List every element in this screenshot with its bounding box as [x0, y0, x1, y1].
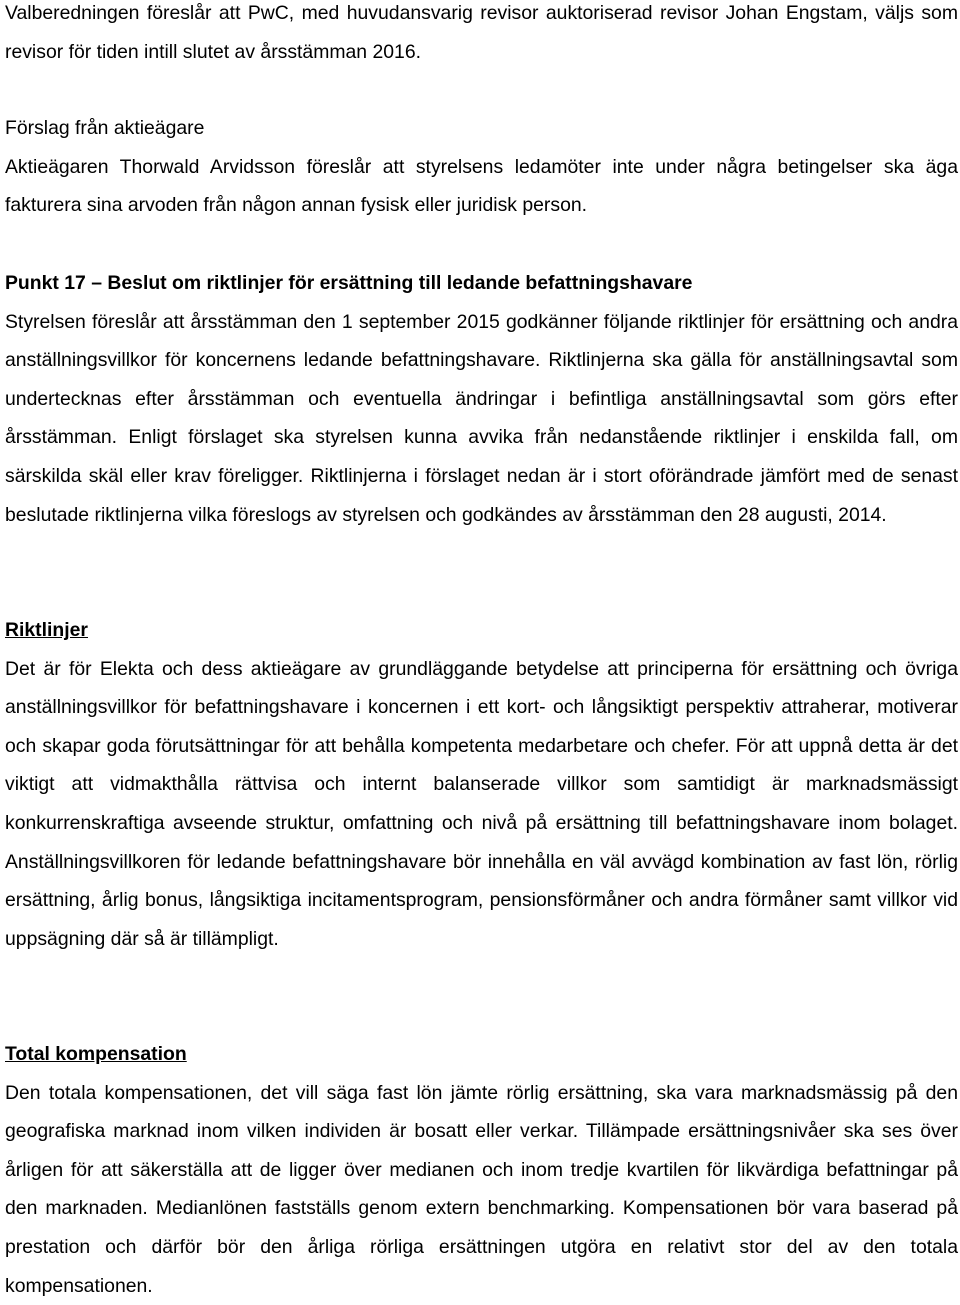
valberedning-paragraph: Valberedningen föreslår att PwC, med huvudansvarig revisor auktoriserad revisor Johan Engstam, väljs som revisor för tiden intill slutet av årsstämman 2016. [5, 2, 958, 63]
total-heading-line [5, 1035, 958, 1074]
aktieagare-heading: Förslag från aktieägare [5, 117, 205, 139]
punkt17-heading: Punkt 17 – Beslut om riktlinjer för ersättning till ledande befattningshavare [5, 272, 693, 294]
total-paragraph: Den totala kompensationen, det vill säga fast lön jämte rörlig ersättning, ska vara marknadsmässig på den geografiska marknad inom vilken individen är bosatt eller verkar. Tillämpade ersättningsnivåer ska ses över årligen för att säkerställa att de ligger över medianen och inom tredje kvartilen för likvärdiga befattningar på den marknaden. Medianlönen fastställs genom extern benchmarking. Kompensationen bör vara baserad på prestation och därför bör den årliga rörliga ersättningen utgöra en relativt stor del av den totala kompensationen. [5, 1081, 958, 1297]
aktieagare-section [5, 109, 958, 225]
punkt17-paragraph: Styrelsen föreslår att årsstämman den 1 september 2015 godkänner följande riktlinjer för ersättning och andra anställningsvillkor för koncernens ledande befattningshavare. Riktlinjerna ska gälla för anställningsavtal som undertecknas efter årsstämman och eventuella ändringar i befintliga anställningsavtal som görs efter årsstämman. Enligt förslaget ska styrelsen kunna avvika från nedanstående riktlinjer i enskilda fall, om särskilda skäl eller krav föreligger. Riktlinjerna i förslaget nedan är i stort oförändrade jämfört med de senast beslutade riktlinjerna vilka föreslogs av styrelsen och godkändes av årsstämman den 28 augusti, 2014. [5, 310, 958, 526]
aktieagare-paragraph: Aktieägaren Thorwald Arvidsson föreslår att styrelsens ledamöter inte under några betingelser ska äga fakturera sina arvoden från någon annan fysisk eller juridisk person. [5, 155, 958, 217]
punkt17-section [5, 264, 958, 534]
riktlinjer-heading-line [5, 611, 958, 650]
riktlinjer-section [5, 611, 958, 958]
riktlinjer-paragraph: Det är för Elekta och dess aktieägare av grundläggande betydelse att principerna för ersättning och övriga anställningsvillkor för befattningshavare i koncernen i ett kort- och långsiktigt perspektiv attraherar, motiverar och skapar goda förutsättningar för att behålla kompetenta medarbetare och chefer. För att uppnå detta är det viktigt att vidmakthålla rättvisa och internt balanserade villkor som samtidigt är marknadsmässigt konkurrenskraftiga avseende struktur, omfattning och nivå på ersättning till befattningshavare inom bolaget. Anställningsvillkoren för ledande befattningshavare bör innehålla en väl avvägd kombination av fast lön, rörlig ersättning, årlig bonus, långsiktiga incitamentsprogram, pensionsförmåner och andra förmåner samt villkor vid uppsägning där så är tillämpligt. [5, 657, 958, 950]
riktlinjer-heading: Riktlinjer [5, 619, 88, 641]
valberedning-section [5, 0, 958, 71]
total-section [5, 1035, 958, 1305]
total-heading: Total kompensation [5, 1043, 187, 1065]
